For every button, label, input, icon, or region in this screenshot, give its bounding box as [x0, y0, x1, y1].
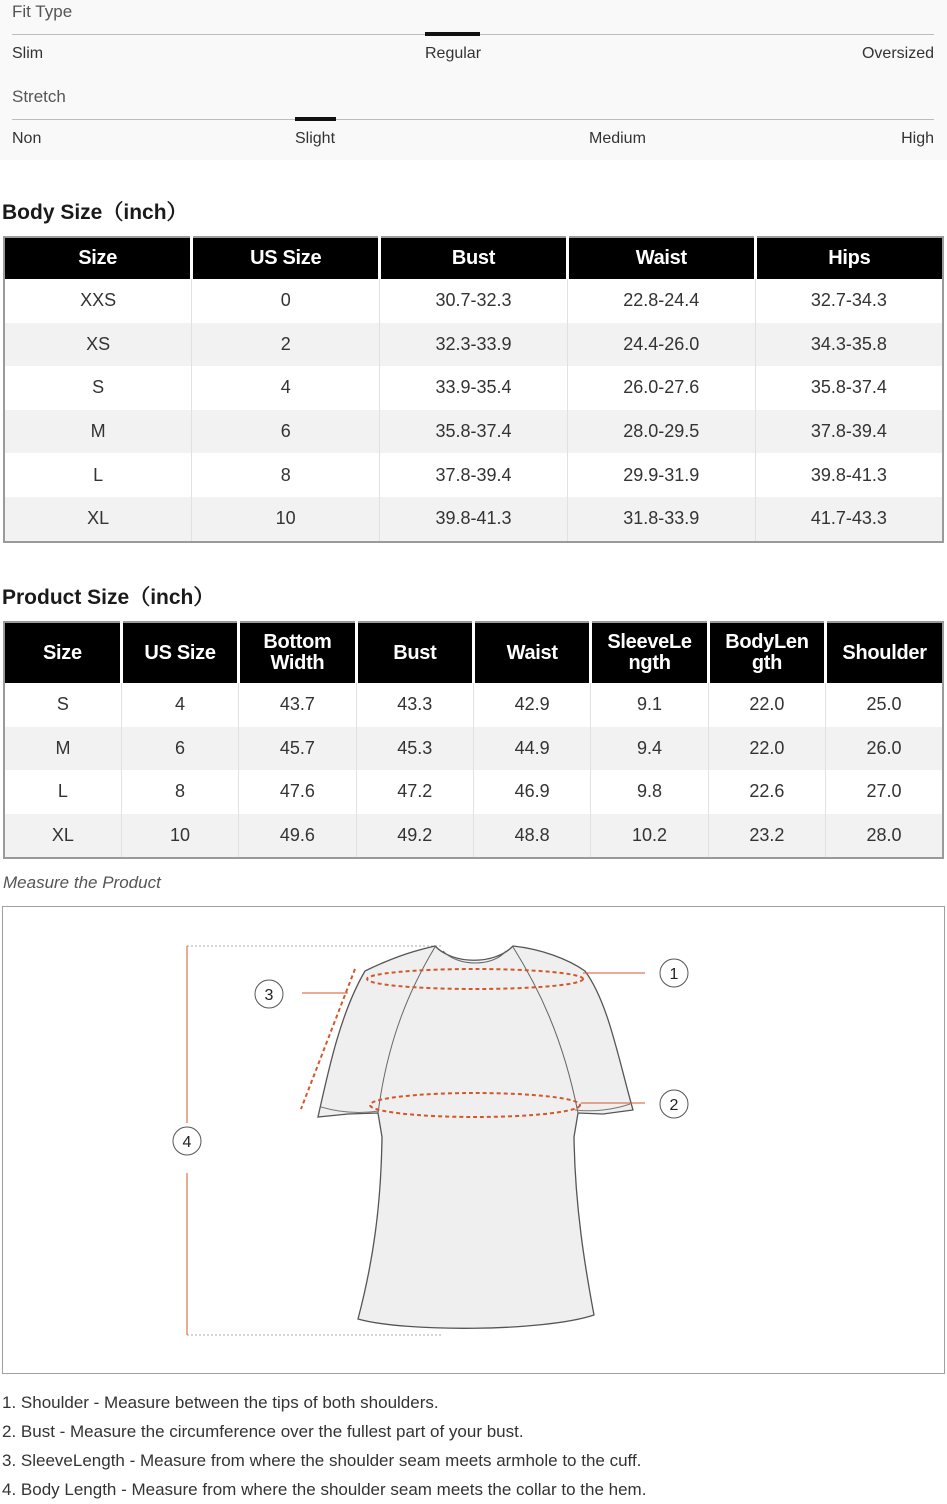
- table-row: [4, 497, 943, 542]
- table-cell: 49.2: [356, 814, 473, 859]
- table-cell: 43.3: [356, 683, 473, 727]
- table-cell: 28.0: [826, 814, 943, 859]
- table-cell: 22.0: [708, 727, 825, 771]
- table-cell: M: [4, 727, 121, 771]
- table-row: [4, 279, 943, 323]
- table-cell: 26.0-27.6: [567, 366, 755, 410]
- stretch-label-medium: Medium: [589, 130, 646, 147]
- svg-text:2: 2: [669, 1097, 679, 1114]
- table-cell: S: [4, 683, 121, 727]
- table-cell: XL: [4, 814, 121, 859]
- fit-type-label-slim: Slim: [12, 45, 44, 62]
- table-cell: 27.0: [866, 781, 902, 802]
- table-cell: 39.8-41.3: [810, 464, 887, 485]
- stretch-label-non: Non: [12, 130, 42, 147]
- table-cell: 32.3-33.9: [380, 323, 568, 367]
- table-cell: 22.8-24.4: [567, 279, 755, 323]
- table-cell: 9.1: [591, 683, 708, 727]
- table-cell: 2: [192, 323, 380, 367]
- column-header: Bottom Width: [239, 622, 356, 683]
- column-header: Shoulder: [826, 622, 943, 683]
- table-cell: 33.9-35.4: [380, 366, 568, 410]
- column-header: Bust: [356, 622, 473, 683]
- stretch-scale: [12, 119, 934, 120]
- table-cell: 44.9: [474, 727, 591, 771]
- table-cell: 10.2: [591, 814, 708, 859]
- table-cell: 47.2: [356, 770, 473, 814]
- table-cell: L: [4, 770, 121, 814]
- table-cell: 45.3: [356, 727, 473, 771]
- column-header: US Size: [192, 237, 380, 279]
- measurement-notes: [2, 1388, 646, 1504]
- table-cell: 24.4-26.0: [567, 323, 755, 367]
- fit-type-indicator: [425, 32, 480, 36]
- table-cell: 46.9: [474, 770, 591, 814]
- table-cell: 4: [121, 683, 238, 727]
- table-cell: 47.6: [239, 770, 356, 814]
- stretch-label-high: High: [901, 130, 934, 147]
- marker-1: [660, 959, 688, 987]
- table-row: [4, 727, 943, 771]
- body-size-table: [3, 236, 944, 543]
- table-cell: L: [4, 453, 192, 497]
- table-cell: 26.0: [826, 727, 943, 771]
- table-cell: 32.7-34.3: [810, 290, 887, 311]
- table-cell: 8: [121, 770, 238, 814]
- column-header: Waist: [567, 237, 755, 279]
- table-cell: 10: [192, 497, 380, 542]
- fit-stretch-panel: [0, 0, 947, 160]
- fit-type-label-oversized: Oversized: [861, 45, 934, 62]
- body-size-title: Body Size（inch）: [2, 201, 188, 224]
- table-cell: 41.7-43.3: [755, 497, 943, 542]
- table-cell: 9.8: [591, 770, 708, 814]
- table-cell: XL: [4, 497, 192, 542]
- table-cell: 4: [192, 366, 380, 410]
- fit-type-label-regular: Regular: [425, 45, 482, 62]
- measurement-diagram: [2, 906, 945, 1374]
- table-cell: S: [4, 366, 192, 410]
- table-cell: 39.8-41.3: [380, 497, 568, 542]
- table-cell: 42.9: [474, 683, 591, 727]
- product-size-title: Product Size（inch）: [2, 586, 215, 609]
- table-cell: 43.7: [239, 683, 356, 727]
- table-cell: 35.8-37.4: [380, 410, 568, 454]
- table-cell: 29.9-31.9: [567, 453, 755, 497]
- tshirt-diagram: [3, 907, 944, 1373]
- fit-type-title: Fit Type: [12, 2, 73, 21]
- product-size-header-row: [4, 622, 943, 683]
- table-cell: 6: [121, 727, 238, 771]
- stretch-title: Stretch: [12, 87, 66, 106]
- product-size-table: [3, 621, 944, 859]
- svg-text:3: 3: [264, 987, 274, 1004]
- table-cell: 35.8-37.4: [810, 377, 887, 398]
- table-cell: 23.2: [708, 814, 825, 859]
- table-cell: M: [4, 410, 192, 454]
- column-header: Size: [4, 237, 192, 279]
- svg-text:4: 4: [182, 1134, 192, 1151]
- column-header: SleeveLe ngth: [591, 622, 708, 683]
- table-cell: 31.8-33.9: [567, 497, 755, 542]
- table-cell: 6: [192, 410, 380, 454]
- table-cell: XXS: [4, 279, 192, 323]
- column-header: Size: [4, 622, 121, 683]
- column-header: US Size: [121, 622, 238, 683]
- table-cell: 34.3-35.8: [755, 323, 943, 367]
- marker-2: [660, 1090, 688, 1118]
- column-header: BodyLen gth: [708, 622, 825, 683]
- table-row: [4, 814, 943, 859]
- stretch-label-slight: Slight: [295, 130, 336, 147]
- table-cell: 30.7-32.3: [380, 279, 568, 323]
- note-shoulder: 1. Shoulder - Measure between the tips of both shoulders.: [2, 1393, 439, 1412]
- table-cell: 25.0: [866, 694, 902, 715]
- table-cell: 8: [192, 453, 380, 497]
- tshirt-silhouette: [318, 946, 633, 1328]
- note-body-length: 4. Body Length - Measure from where the shoulder seam meets the collar to the hem.: [2, 1480, 647, 1499]
- column-header: Bust: [380, 237, 568, 279]
- table-cell: 37.8-39.4: [755, 410, 943, 454]
- body-size-header-row: [4, 237, 943, 279]
- stretch-indicator: [295, 117, 336, 121]
- table-cell: XS: [4, 323, 192, 367]
- table-cell: 45.7: [239, 727, 356, 771]
- table-cell: 49.6: [239, 814, 356, 859]
- table-row: [4, 683, 943, 727]
- column-header: Waist: [474, 622, 591, 683]
- column-header: Hips: [755, 237, 943, 279]
- svg-text:1: 1: [669, 966, 679, 983]
- table-cell: 37.8-39.4: [380, 453, 568, 497]
- table-row: [4, 770, 943, 814]
- table-cell: 0: [192, 279, 380, 323]
- marker-3: [255, 980, 283, 1008]
- marker-4: [173, 1127, 201, 1155]
- table-cell: 28.0-29.5: [567, 410, 755, 454]
- table-row: [4, 453, 943, 497]
- table-cell: 22.6: [708, 770, 825, 814]
- note-sleeve-length: 3. SleeveLength - Measure from where the shoulder seam meets armhole to the cuff.: [2, 1451, 642, 1470]
- table-cell: 22.0: [708, 683, 825, 727]
- table-row: [4, 323, 943, 367]
- table-cell: 48.8: [474, 814, 591, 859]
- table-cell: 9.4: [591, 727, 708, 771]
- table-row: [4, 366, 943, 410]
- measure-caption: Measure the Product: [3, 873, 161, 892]
- table-row: [4, 410, 943, 454]
- table-cell: 10: [121, 814, 238, 859]
- note-bust: 2. Bust - Measure the circumference over the fullest part of your bust.: [2, 1422, 524, 1441]
